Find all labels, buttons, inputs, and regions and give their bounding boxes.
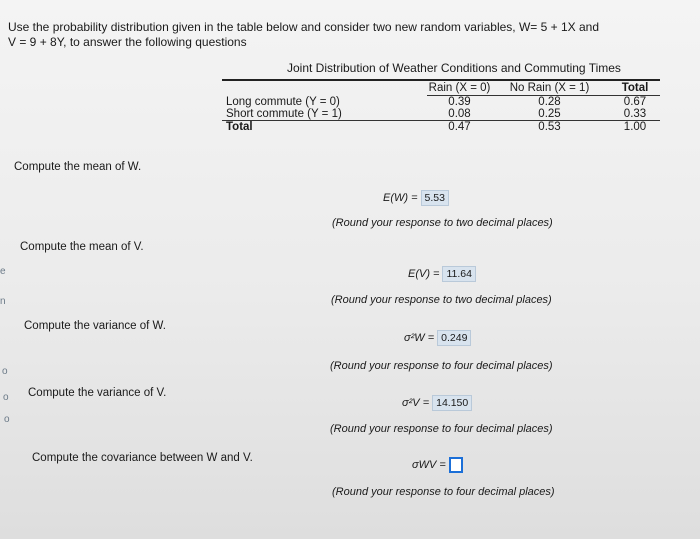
rounding-note: (Round your response to four decimal places) — [332, 486, 555, 498]
header-no-rain: No Rain (X = 1) — [509, 82, 590, 94]
rounding-note: (Round your response to two decimal places) — [332, 217, 553, 229]
table-cell: 1.00 — [623, 121, 647, 133]
table-cell: 0.53 — [538, 121, 561, 133]
row-label: Total — [226, 121, 253, 133]
edge-glyph: o — [3, 392, 9, 403]
header-total: Total — [621, 82, 649, 94]
answer-value-field[interactable]: 14.150 — [432, 395, 472, 411]
table-cell: 0.47 — [448, 121, 471, 133]
question-variance-v: Compute the variance of V. — [28, 387, 167, 399]
table-cell: 0.25 — [538, 108, 561, 120]
table-cell: 0.39 — [448, 96, 471, 108]
answer-covariance — [412, 457, 463, 473]
problem-statement — [8, 20, 648, 50]
answer-value-field[interactable]: 0.249 — [437, 330, 471, 346]
answer-symbol: σ²V = — [402, 397, 430, 409]
answer-value-field[interactable]: 5.53 — [421, 190, 449, 206]
edge-glyph: o — [2, 366, 8, 377]
question-mean-v: Compute the mean of V. — [20, 241, 144, 253]
answer-mean-w — [383, 190, 449, 206]
edge-glyph: o — [4, 414, 10, 425]
answer-symbol: σWV = — [412, 459, 446, 471]
covariance-input[interactable] — [449, 457, 463, 473]
answer-variance-w — [404, 330, 471, 346]
table-title: Joint Distribution of Weather Conditions and Commuting Times — [287, 61, 621, 75]
rounding-note: (Round your response to four decimal places) — [330, 423, 553, 435]
table-header-row — [222, 81, 660, 95]
answer-mean-v — [408, 266, 476, 282]
table-cell: 0.33 — [623, 108, 647, 120]
edge-glyph: n — [0, 296, 6, 307]
answer-variance-v — [402, 395, 472, 411]
question-variance-w: Compute the variance of W. — [24, 320, 166, 332]
problem-line-1: Use the probability distribution given in the table below and consider two new random variables, W= 5 + 1X and — [8, 20, 600, 34]
table-total-row — [222, 120, 660, 133]
rounding-note: (Round your response to four decimal places) — [330, 360, 553, 372]
table-row — [222, 96, 660, 108]
answer-value-field[interactable]: 11.64 — [442, 266, 476, 282]
answer-symbol: E(V) = — [408, 268, 440, 280]
answer-symbol: E(W) = — [383, 192, 418, 204]
table-cell: 0.28 — [538, 96, 561, 108]
question-mean-w: Compute the mean of W. — [14, 161, 142, 173]
problem-line-2: V = 9 + 8Y, to answer the following questions — [8, 35, 247, 49]
table-cell: 0.67 — [623, 96, 647, 108]
row-label: Long commute (Y = 0) — [226, 96, 340, 108]
answer-symbol: σ²W = — [404, 332, 435, 344]
row-label: Short commute (Y = 1) — [226, 108, 342, 120]
question-covariance: Compute the covariance between W and V. — [32, 452, 253, 464]
header-rain: Rain (X = 0) — [428, 82, 491, 94]
rounding-note: (Round your response to two decimal places) — [331, 294, 552, 306]
table-cell: 0.08 — [448, 108, 471, 120]
joint-distribution-table — [222, 79, 660, 133]
edge-glyph: e — [0, 266, 6, 277]
table-row — [222, 108, 660, 120]
